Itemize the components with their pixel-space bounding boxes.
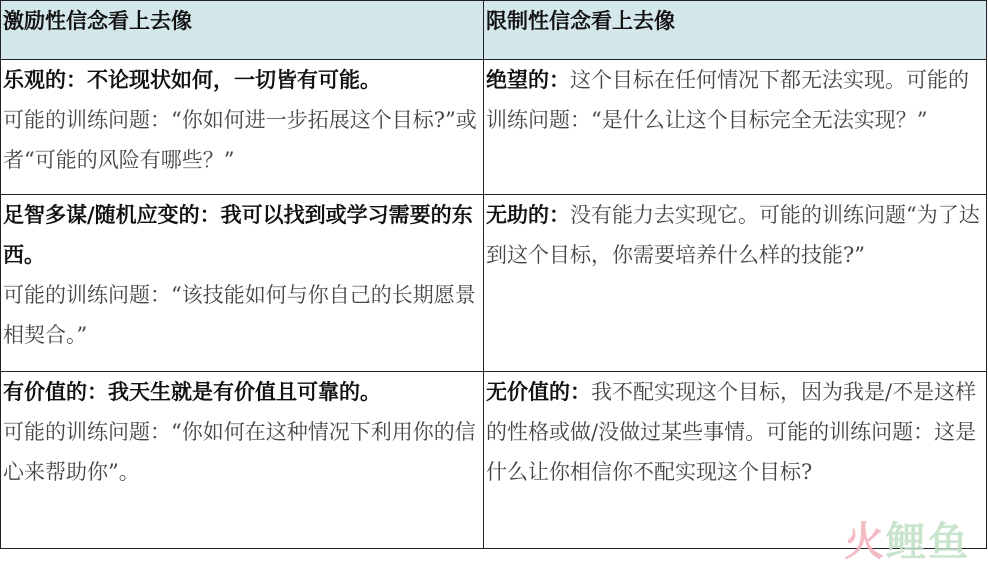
header-motivating-beliefs: 激励性信念看上去像 [1,1,484,60]
cell-resourceful [1,195,484,372]
belief-question: 可能的训练问题：“你如何进一步拓展这个目标?”或者“可能的风险有哪些？” [3,108,477,172]
belief-title: 乐观的：不论现状如何，一切皆有可能。 [3,67,381,92]
belief-title: 无助的： [486,202,570,227]
belief-description: 这个目标在任何情况下都无法实现。可能的训练问题：“是什么让这个目标完全无法实现？” [486,68,969,132]
table-row [1,372,987,549]
belief-question: 可能的训练问题：“该技能如何与你自己的长期愿景相契合。” [3,283,476,347]
belief-title: 有价值的：我天生就是有价值且可靠的。 [3,379,381,404]
watermark-text-fire: 火 [844,519,886,565]
belief-title: 足智多谋/随机应变的：我可以找到或学习需要的东西。 [3,202,473,267]
cell-worthy [1,372,484,549]
header-limiting-beliefs: 限制性信念看上去像 [484,1,987,60]
table-row [1,195,987,372]
table-row [1,60,987,195]
cell-optimistic [1,60,484,195]
belief-title: 无价值的： [486,379,591,404]
header-row [1,1,987,60]
cell-helpless [484,195,987,372]
watermark-text-carp: 鲤鱼 [886,519,970,565]
belief-question: 可能的训练问题：“你如何在这种情况下利用你的信心来帮助你”。 [3,420,476,484]
belief-description: 我不配实现这个目标，因为我是/不是这样的性格或做/没做过某些事情。可能的训练问题：这是什么让你相信你不配实现这个目标? [486,380,977,484]
cell-hopeless [484,60,987,195]
belief-description: 没有能力去实现它。可能的训练问题“为了达到这个目标，你需要培养什么样的技能?” [486,203,980,267]
watermark-logo [844,510,970,567]
belief-title: 绝望的： [486,67,570,92]
